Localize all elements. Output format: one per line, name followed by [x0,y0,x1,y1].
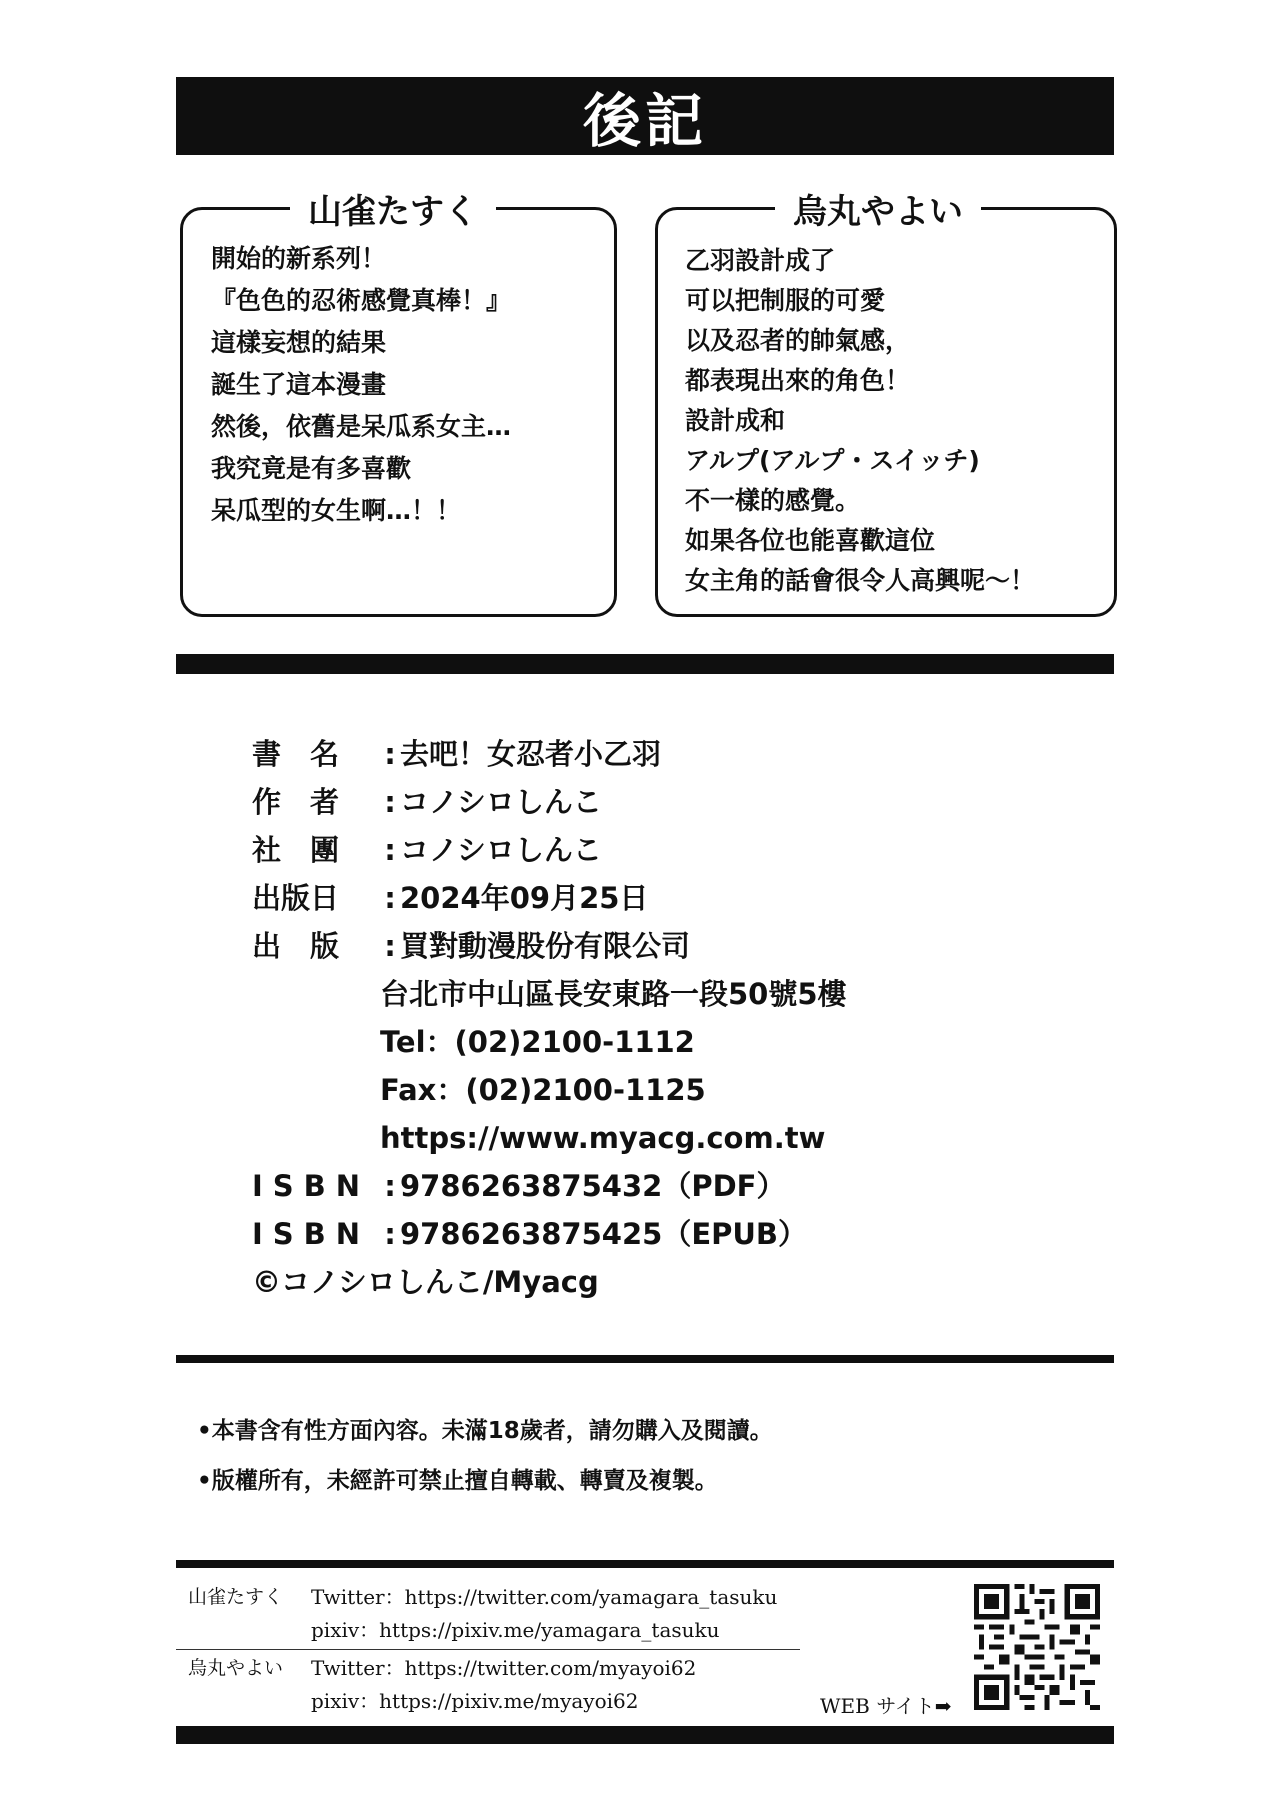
colophon-label: 出 版 [252,929,340,963]
colophon-value: 9786263875425（EPUB） [400,1217,808,1251]
afterword-line: 如果各位也能喜歡這位 [685,526,936,555]
colophon-value: 2024年09月25日 [400,881,649,915]
colophon-label: 出版日 [252,881,340,915]
afterword-line: 不一樣的感覺。 [685,486,861,515]
colophon-value: 9786263875432（PDF） [400,1169,786,1203]
divider-bottom [176,1726,1114,1744]
afterword-line: 呆瓜型的女生啊…！！ [211,496,462,525]
web-site-label: WEB サイト➡ [820,1694,952,1718]
afterword-line: 誕生了這本漫畫 [211,370,387,399]
afterword-line: 設計成和 [685,406,786,435]
notice-adult: •本書含有性方面內容。未滿18歲者，請勿購入及閱讀。 [197,1418,773,1444]
contact-pixiv-2[interactable]: pixiv：https://pixiv.me/myayoi62 [311,1689,639,1713]
colophon-label: 社 團 [252,833,340,867]
colophon-value: コノシロしんこ [400,785,602,819]
afterword-line: 我究竟是有多喜歡 [211,454,412,483]
afterword-line: 都表現出來的角色！ [685,366,911,395]
afterword-line: 然後，依舊是呆瓜系女主… [211,412,512,441]
contact-name-1: 山雀たすく [188,1586,284,1608]
colophon-label: 書 名 [252,737,340,771]
afterword-line: 開始的新系列！ [211,244,387,273]
page-title: 後記 [176,77,1114,155]
colophon-value: 買對動漫股份有限公司 [400,929,691,963]
afterword-text-1 [211,238,511,532]
afterword-line: 女主角的話會很令人高興呢～！ [685,566,1036,595]
colophon [252,730,1052,1300]
qr-code-icon[interactable] [974,1584,1100,1710]
publisher-tel: Tel：(02)2100-1112 [380,1025,695,1059]
colophon-label: ISBN [252,1217,371,1251]
colophon-row-circle: 社 團 : コノシロしんこ [252,826,602,874]
afterword-line: アルプ(アルプ・スイッチ) [685,446,980,475]
colophon-row-title: 書 名 : 去吧！女忍者小乙羽 [252,730,661,778]
afterword-line: 這樣妄想的結果 [211,328,387,357]
contact-twitter-1[interactable]: Twitter：https://twitter.com/yamagara_tasuku [311,1585,778,1609]
colophon-value: 去吧！女忍者小乙羽 [400,737,662,771]
divider-middle [176,1355,1114,1363]
publisher-address: 台北市中山區長安東路一段50號5樓 [380,977,847,1011]
divider-top [176,654,1114,674]
colophon-row-author: 作 者 : コノシロしんこ [252,778,602,826]
contact-pixiv-1[interactable]: pixiv：https://pixiv.me/yamagara_tasuku [311,1618,720,1642]
colophon-label: 作 者 [252,785,340,819]
afterword-line: 可以把制服的可愛 [685,286,886,315]
afterword-line: 乙羽設計成了 [685,246,836,275]
divider-bottom-top [176,1560,1114,1568]
publisher-url[interactable]: https://www.myacg.com.tw [380,1121,826,1155]
colophon-label: ISBN [252,1169,371,1203]
afterword-author-2: 烏丸やよい [775,184,981,233]
afterword-line: 以及忍者的帥氣感， [685,326,911,355]
colophon-row-date: 出版日 : 2024年09月25日 [252,874,648,922]
colophon-row-publisher: 出 版 : 買對動漫股份有限公司 [252,922,690,970]
notice-copyright: •版權所有，未經許可禁止擅自轉載、轉賣及複製。 [197,1468,718,1494]
copyright: ©コノシロしんこ/Myacg [252,1265,599,1299]
publisher-fax: Fax：(02)2100-1125 [380,1073,706,1107]
afterword-author-1: 山雀たすく [290,184,496,233]
afterword-text-2 [685,241,1035,601]
colophon-row-isbn-epub: ISBN : 9786263875425（EPUB） [252,1210,807,1258]
contact-twitter-2[interactable]: Twitter：https://twitter.com/myayoi62 [311,1656,697,1680]
colophon-value: コノシロしんこ [400,833,602,867]
contact-name-2: 烏丸やよい [188,1657,284,1679]
afterword-line: 『色色的忍術感覺真棒！』 [211,286,512,315]
colophon-row-isbn-pdf: ISBN : 9786263875432（PDF） [252,1162,785,1210]
contact-separator [176,1649,800,1650]
